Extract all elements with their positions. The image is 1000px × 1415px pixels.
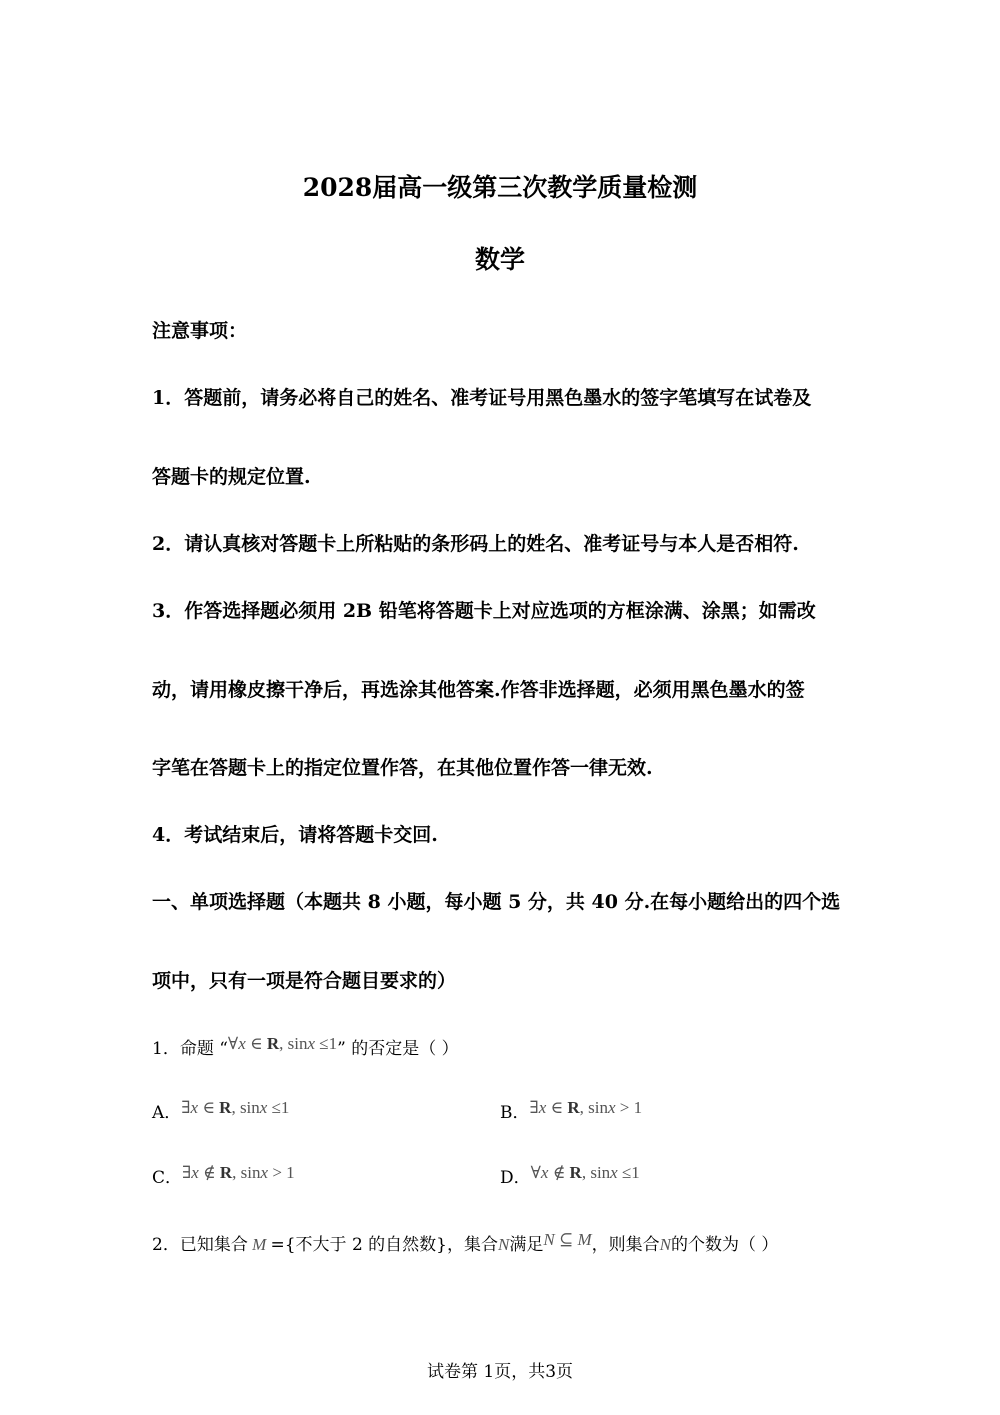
option-d-label: D． xyxy=(500,1168,531,1188)
question-2-part-3: 满足 xyxy=(509,1235,544,1255)
notice-heading: 注意事项： xyxy=(152,320,248,342)
notice-line-1: 1．答题前，请务必将自己的姓名、准考证号用黑色墨水的签字笔填写在试卷及 xyxy=(152,387,812,409)
question-2-part-5: 的个数为（ ） xyxy=(670,1235,779,1255)
set-n-symbol: N xyxy=(498,1235,510,1254)
option-a-formula: ∃x ∈ R, sinx ≤1 xyxy=(181,1098,290,1117)
question-2-part-2: ={不大于 2 的自然数}，集合 xyxy=(270,1235,498,1255)
notice-line-4: 3．作答选择题必须用 2B 铅笔将答题卡上对应选项的方框涂满、涂黑；如需改 xyxy=(152,600,816,622)
section-heading-line-2: 项中，只有一项是符合题目要求的） xyxy=(152,970,457,992)
notice-line-2: 答题卡的规定位置. xyxy=(152,466,311,488)
subset-formula: N ⊆ M xyxy=(543,1230,592,1249)
exam-title: 2028届高一级第三次教学质量检测 xyxy=(302,173,698,202)
question-2-part-1: 2．已知集合 xyxy=(152,1235,248,1255)
option-d-formula: ∀x ∉ R, sinx ≤1 xyxy=(530,1163,640,1182)
section-heading-line-1: 一、单项选择题（本题共 8 小题，每小题 5 分，共 40 分.在每小题给出的四个选 xyxy=(152,891,841,913)
question-1-suffix: ” 的否定是（ ） xyxy=(337,1039,459,1059)
option-a xyxy=(152,1098,289,1123)
option-b xyxy=(500,1098,642,1123)
notice-line-3: 2．请认真核对答题卡上所粘贴的条形码上的姓名、准考证号与本人是否相符. xyxy=(152,533,799,555)
option-b-formula: ∃x ∈ R, sinx > 1 xyxy=(529,1098,643,1117)
notice-line-5: 动，请用橡皮擦干净后，再选涂其他答案.作答非选择题，必须用黑色墨水的签 xyxy=(152,679,805,701)
set-m-symbol: M xyxy=(252,1235,267,1254)
option-c xyxy=(152,1163,295,1188)
question-1 xyxy=(152,1034,459,1059)
subject-title: 数学 xyxy=(474,245,525,274)
option-d xyxy=(500,1163,640,1188)
notice-line-7: 4．考试结束后，请将答题卡交回. xyxy=(152,824,438,846)
question-1-formula: ∀x ∈ R, sinx ≤1 xyxy=(227,1034,338,1053)
question-2 xyxy=(152,1230,778,1255)
option-c-label: C． xyxy=(152,1168,183,1188)
notice-line-6: 字笔在答题卡上的指定位置作答，在其他位置作答一律无效. xyxy=(152,757,653,779)
option-c-formula: ∃x ∉ R, sinx > 1 xyxy=(182,1163,295,1182)
question-1-prefix: 1．命题 “ xyxy=(152,1039,228,1059)
page-footer: 试卷第 1页，共3页 xyxy=(426,1362,574,1382)
question-2-part-4: ，则集合 xyxy=(591,1235,660,1255)
option-b-label: B． xyxy=(500,1103,530,1123)
set-n-symbol-2: N xyxy=(659,1235,671,1254)
option-a-label: A． xyxy=(152,1103,182,1123)
